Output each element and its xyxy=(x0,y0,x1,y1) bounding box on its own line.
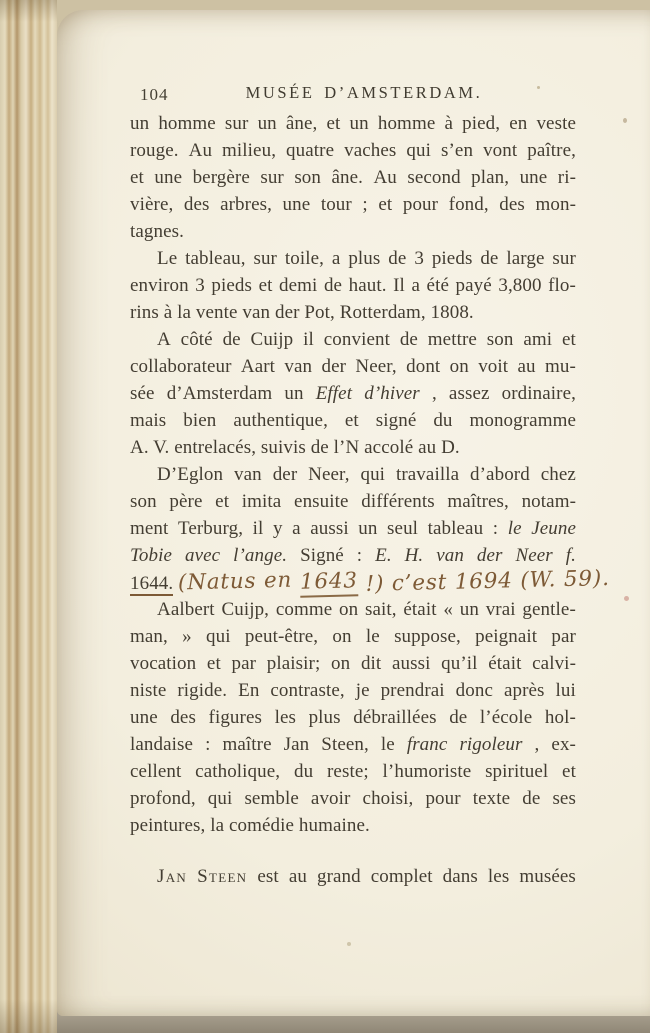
text-segment: der xyxy=(272,464,298,485)
text-line xyxy=(130,245,576,272)
text-segment: profond, xyxy=(130,788,196,809)
text-segment: fond, xyxy=(448,194,489,215)
text-line xyxy=(130,434,576,461)
text-segment: texte xyxy=(472,788,511,809)
text-segment: H. xyxy=(404,545,424,566)
text-segment: tableau, xyxy=(185,248,246,269)
text-segment: sur xyxy=(253,248,277,269)
text-segment: avoir xyxy=(310,788,351,809)
text-segment: Neer xyxy=(515,545,553,566)
text-segment: peintures, la comédie humaine. xyxy=(130,815,370,836)
text-segment: homme xyxy=(377,113,436,134)
text-segment: niste xyxy=(130,680,167,701)
text-segment: l’humoriste xyxy=(382,761,472,782)
text-segment: large xyxy=(506,248,545,269)
text-segment: man, xyxy=(130,626,168,647)
text-segment: calvi- xyxy=(532,653,576,674)
text-segment: son xyxy=(294,167,322,188)
text-segment: maître xyxy=(222,734,272,755)
text-segment: , xyxy=(431,383,437,404)
text-segment: Effet xyxy=(315,383,353,404)
text-segment: figures xyxy=(208,707,262,728)
text-segment: mais xyxy=(130,410,167,431)
text-segment: un xyxy=(358,518,378,539)
text-segment: de xyxy=(480,248,499,269)
text-segment: 1644. xyxy=(130,573,174,594)
text-segment: d’abord xyxy=(470,464,530,485)
text-segment: payé xyxy=(455,275,492,296)
text-segment: ordinaire, xyxy=(501,383,576,404)
text-segment: a xyxy=(331,248,341,269)
text-segment: ment xyxy=(130,518,169,539)
text-segment: mon- xyxy=(535,194,576,215)
foxing-speck xyxy=(347,942,351,946)
text-segment: ri- xyxy=(557,167,576,188)
text-segment: Terburg, xyxy=(177,518,244,539)
text-segment: été xyxy=(426,275,449,296)
text-segment: suppose, xyxy=(394,626,461,647)
text-segment: et xyxy=(561,329,576,350)
text-line xyxy=(130,731,576,758)
text-segment: Aalbert xyxy=(157,599,215,620)
text-segment: van xyxy=(234,464,262,485)
text-segment: en xyxy=(509,113,528,134)
text-line xyxy=(130,272,576,299)
text-segment: catholique, xyxy=(195,761,281,782)
text-segment: les xyxy=(274,707,296,728)
text-segment: sée xyxy=(130,383,155,404)
text-segment: arbres, xyxy=(220,194,272,215)
text-segment: aussi xyxy=(310,518,349,539)
text-segment: au xyxy=(288,866,307,887)
text-segment: Aart xyxy=(240,356,276,377)
text-segment: une xyxy=(154,167,183,188)
text-line xyxy=(130,542,576,569)
text-line xyxy=(130,565,610,598)
text-segment: der xyxy=(321,356,347,377)
text-segment: de xyxy=(522,788,541,809)
text-segment: dont xyxy=(406,356,441,377)
text-segment: authentique, xyxy=(233,410,328,431)
text-segment: Cuijp, xyxy=(221,599,270,620)
text-segment: s’en xyxy=(441,140,474,161)
text-segment: f. xyxy=(565,545,576,566)
text-segment: monogramme xyxy=(469,410,576,431)
text-segment: de xyxy=(449,707,468,728)
text-segment: est xyxy=(257,866,279,887)
text-segment: lui xyxy=(555,680,576,701)
text-segment: maîtres, xyxy=(447,491,509,512)
text-segment: son xyxy=(486,329,514,350)
text-segment: mettre xyxy=(427,329,477,350)
text-segment: , xyxy=(534,734,540,755)
text-line xyxy=(130,191,576,218)
handwritten-annotation: !) c’est 1694 (W. 59). xyxy=(357,565,610,598)
text-line xyxy=(130,407,576,434)
text-segment: plus xyxy=(348,248,381,269)
text-segment: y xyxy=(272,518,283,539)
text-segment: bergère xyxy=(192,167,250,188)
text-segment: par xyxy=(231,653,257,674)
text-segment: du xyxy=(433,410,453,431)
text-segment: homme xyxy=(158,113,216,134)
text-line xyxy=(130,623,576,650)
text-segment: sur xyxy=(552,248,576,269)
text-segment: après xyxy=(503,680,545,701)
page-header xyxy=(130,82,576,108)
text-segment: les xyxy=(487,866,510,887)
text-segment: 3 xyxy=(414,248,424,269)
text-segment: vocation xyxy=(130,653,197,674)
text-segment: de xyxy=(388,248,407,269)
text-segment: contraste, xyxy=(270,680,345,701)
text-segment: D’Eglon xyxy=(157,464,224,485)
text-line xyxy=(130,164,576,191)
text-line xyxy=(130,137,576,164)
text-segment: ami xyxy=(523,329,553,350)
text-segment: dans xyxy=(442,866,478,887)
text-line xyxy=(130,704,576,731)
text-segment: au xyxy=(517,356,536,377)
text-segment: : xyxy=(492,518,499,539)
text-segment: côté xyxy=(180,329,213,350)
text-line xyxy=(130,650,576,677)
text-line xyxy=(130,299,576,326)
text-segment: ex- xyxy=(551,734,576,755)
text-segment: avec xyxy=(184,545,221,566)
text-segment: paître, xyxy=(527,140,576,161)
text-segment: l’ange. xyxy=(233,545,288,566)
text-segment: plus xyxy=(308,707,341,728)
text-segment: un xyxy=(257,113,277,134)
text-segment: le xyxy=(365,626,380,647)
text-segment: des xyxy=(183,194,210,215)
text-segment: débraillées xyxy=(353,707,437,728)
text-segment: et xyxy=(215,491,230,512)
text-segment: pour xyxy=(402,194,439,215)
text-segment: der xyxy=(476,545,503,566)
text-segment: collaborateur xyxy=(130,356,232,377)
text-segment: sait, xyxy=(364,599,397,620)
text-segment: un xyxy=(284,383,304,404)
text-segment: son xyxy=(130,491,157,512)
text-segment: milieu, xyxy=(222,140,277,161)
running-title: MUSÉE D’AMSTERDAM. xyxy=(245,83,483,102)
text-segment: cellent xyxy=(130,761,182,782)
text-line xyxy=(130,758,576,785)
text-segment: était xyxy=(488,653,522,674)
text-segment: donc xyxy=(455,680,493,701)
text-segment: vaches xyxy=(344,140,397,161)
text-segment: vière, xyxy=(130,194,174,215)
text-segment: une xyxy=(130,707,158,728)
text-segment: travailla xyxy=(395,464,460,485)
text-segment: Au xyxy=(373,167,397,188)
text-segment: a xyxy=(411,275,421,296)
text-segment: rins à la vente van der Pot, Rotterdam, 1808. xyxy=(130,302,474,323)
text-segment: hol- xyxy=(544,707,576,728)
text-segment: 3,800 xyxy=(498,275,542,296)
text-segment: Signé xyxy=(300,545,344,566)
text-segment: environ xyxy=(130,275,189,296)
text-segment: : xyxy=(356,545,363,566)
text-segment: on xyxy=(332,626,352,647)
text-segment: » xyxy=(182,626,192,647)
text-segment: de xyxy=(399,329,418,350)
text-segment: complet xyxy=(370,866,433,887)
text-segment: tableau xyxy=(427,518,484,539)
text-segment: landaise xyxy=(130,734,194,755)
text-segment: peut-être, xyxy=(244,626,319,647)
text-segment: choisi, xyxy=(362,788,414,809)
text-segment: aussi xyxy=(391,653,431,674)
text-segment: peignait xyxy=(475,626,538,647)
text-segment: vrai xyxy=(485,599,516,620)
book-page xyxy=(57,10,650,1016)
text-segment: du xyxy=(293,761,314,782)
text-line xyxy=(130,677,576,704)
text-segment: Cuijp xyxy=(250,329,294,350)
text-segment: le xyxy=(380,734,395,755)
text-segment: d’hiver xyxy=(364,383,420,404)
text-segment: second xyxy=(407,167,461,188)
text-segment: il xyxy=(303,329,314,350)
text-line xyxy=(130,110,576,137)
text-segment: a xyxy=(292,518,301,539)
text-segment: veste xyxy=(536,113,576,134)
text-segment: père xyxy=(169,491,203,512)
text-segment: demi xyxy=(279,275,318,296)
text-segment: des xyxy=(170,707,196,728)
text-segment: grand xyxy=(316,866,361,887)
text-segment: des xyxy=(499,194,525,215)
text-line xyxy=(130,353,576,380)
text-segment: on xyxy=(449,356,469,377)
book-binding-edge xyxy=(0,0,57,1033)
text-segment: et xyxy=(562,761,576,782)
text-line xyxy=(130,461,576,488)
text-line xyxy=(130,488,576,515)
text-segment: musées xyxy=(519,866,576,887)
text-segment: toile, xyxy=(284,248,324,269)
text-segment: on xyxy=(331,653,351,674)
text-segment: qu’il xyxy=(441,653,478,674)
text-segment: qui xyxy=(207,788,233,809)
text-segment: sur xyxy=(224,113,249,134)
text-segment: à xyxy=(444,113,454,134)
foxing-speck xyxy=(624,596,629,601)
foxing-speck xyxy=(623,118,627,123)
text-segment: bien xyxy=(183,410,217,431)
text-segment: de xyxy=(222,329,241,350)
text-segment: signé xyxy=(375,410,417,431)
text-segment: rigide. xyxy=(177,680,228,701)
text-segment: qui xyxy=(206,626,231,647)
text-segment: Au xyxy=(188,140,213,161)
text-segment: était xyxy=(403,599,437,620)
text-block xyxy=(130,110,610,890)
text-segment: tagnes. xyxy=(130,221,184,242)
text-segment: dit xyxy=(360,653,382,674)
text-segment: d’Amsterdam xyxy=(166,383,273,404)
text-segment: chez xyxy=(540,464,576,485)
text-segment: plaisir; xyxy=(266,653,321,674)
text-segment: mu- xyxy=(545,356,576,377)
text-segment: Steen xyxy=(197,866,248,887)
text-line xyxy=(130,596,576,623)
text-segment: « xyxy=(443,599,453,620)
text-segment: le xyxy=(507,518,522,539)
text-segment: et xyxy=(326,113,341,134)
text-segment: pied, xyxy=(462,113,501,134)
text-segment: van xyxy=(436,545,464,566)
text-segment: convient xyxy=(323,329,390,350)
text-segment: pieds xyxy=(211,275,253,296)
text-segment: Neer, xyxy=(355,356,397,377)
text-segment: franc xyxy=(406,734,448,755)
text-line xyxy=(130,515,576,542)
text-segment: différents xyxy=(361,491,435,512)
text-segment: une xyxy=(282,194,311,215)
text-segment: rigoleur xyxy=(459,734,523,755)
text-segment: pour xyxy=(425,788,461,809)
text-segment: flo- xyxy=(548,275,576,296)
text-segment: qui xyxy=(360,464,386,485)
text-segment: Jan xyxy=(157,866,188,887)
text-segment: un xyxy=(349,113,369,134)
text-segment: gentle- xyxy=(522,599,576,620)
text-line xyxy=(130,863,576,890)
text-segment: ; xyxy=(362,194,368,215)
text-segment: plan, xyxy=(471,167,510,188)
text-segment: de xyxy=(323,275,343,296)
text-segment: Il xyxy=(393,275,405,296)
text-segment: Steen, xyxy=(321,734,369,755)
text-segment: comme xyxy=(275,599,333,620)
text-segment: et xyxy=(258,275,273,296)
text-segment: E. xyxy=(375,545,392,566)
text-segment: âne, xyxy=(285,113,318,134)
text-segment: on xyxy=(339,599,359,620)
text-segment: ensuite xyxy=(294,491,349,512)
text-segment: un xyxy=(459,599,479,620)
text-segment: il xyxy=(252,518,264,539)
handwritten-annotation: 1643 xyxy=(300,567,359,597)
text-segment: A xyxy=(157,329,171,350)
text-segment: prendrai xyxy=(380,680,445,701)
text-segment: En xyxy=(238,680,260,701)
text-segment: et xyxy=(344,410,359,431)
text-segment: tour xyxy=(320,194,352,215)
text-segment: voit xyxy=(478,356,509,377)
text-segment: Jeune xyxy=(531,518,576,539)
text-segment: âne. xyxy=(331,167,363,188)
text-segment: l’école xyxy=(479,707,533,728)
text-segment: et xyxy=(206,653,221,674)
text-segment: van xyxy=(284,356,313,377)
text-segment: et xyxy=(130,167,144,188)
text-line xyxy=(130,218,576,245)
handwritten-annotation: (Natus en xyxy=(177,567,301,596)
foxing-speck xyxy=(537,86,540,89)
text-segment: rouge. xyxy=(130,140,179,161)
text-segment: une xyxy=(519,167,548,188)
text-line xyxy=(130,785,576,812)
text-segment: vont xyxy=(483,140,518,161)
text-line xyxy=(130,326,576,353)
text-segment: Le xyxy=(157,248,178,269)
text-segment: Neer, xyxy=(308,464,350,485)
text-segment: 3 xyxy=(195,275,205,296)
text-segment: imita xyxy=(241,491,282,512)
text-segment: Jan xyxy=(283,734,310,755)
text-segment: quatre xyxy=(286,140,335,161)
text-line xyxy=(130,812,576,839)
text-segment: semble xyxy=(244,788,299,809)
text-segment: : xyxy=(205,734,211,755)
text-segment: reste; xyxy=(326,761,369,782)
text-segment: A. V. entrelacés, suivis de l’N accolé au D. xyxy=(130,437,460,458)
text-segment: un xyxy=(130,113,150,134)
text-segment: je xyxy=(355,680,370,701)
text-segment: spirituel xyxy=(485,761,549,782)
text-segment: pieds xyxy=(431,248,473,269)
text-segment: ses xyxy=(552,788,576,809)
text-segment: assez xyxy=(448,383,490,404)
text-segment: par xyxy=(551,626,576,647)
text-segment: seul xyxy=(387,518,419,539)
text-segment: haut. xyxy=(348,275,387,296)
text-segment: et xyxy=(378,194,393,215)
text-segment: notam- xyxy=(521,491,576,512)
text-line xyxy=(130,380,576,407)
page-number: 104 xyxy=(140,85,169,104)
text-segment: sur xyxy=(260,167,284,188)
text-segment: qui xyxy=(406,140,432,161)
text-segment: Tobie xyxy=(130,545,173,566)
